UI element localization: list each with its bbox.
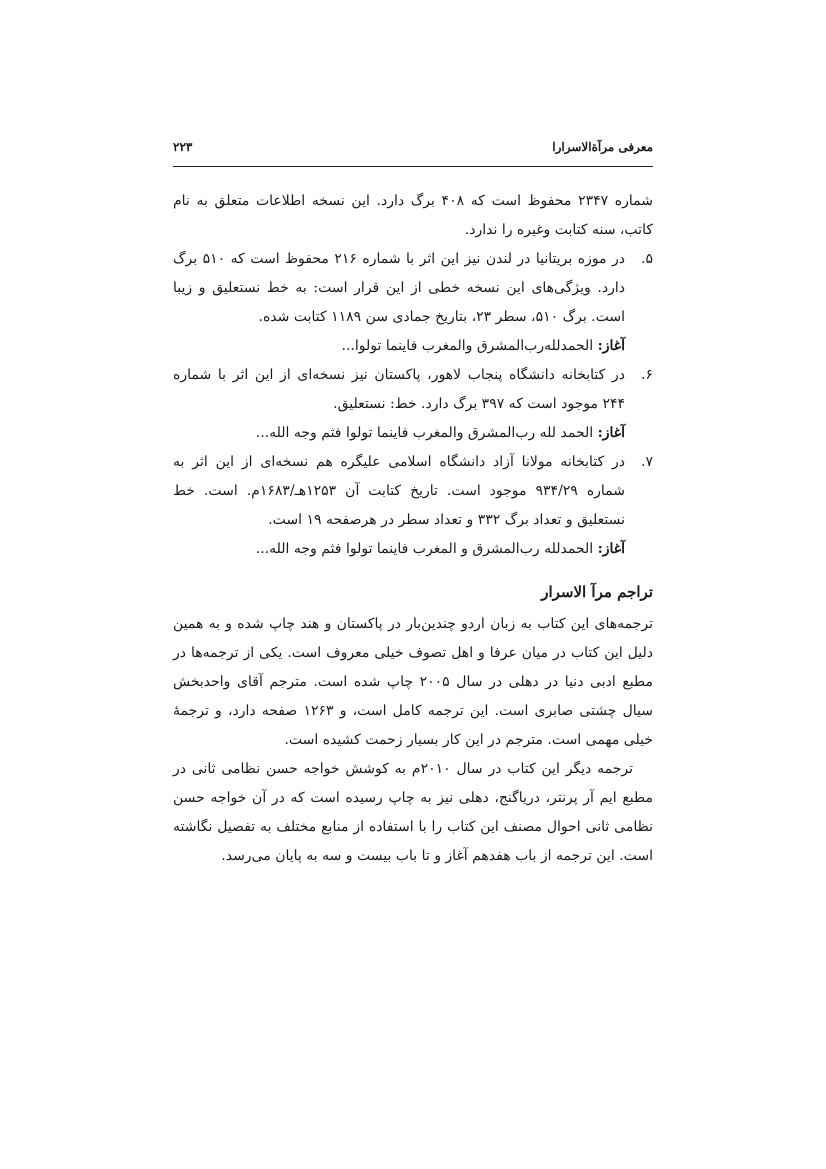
manuscript-continuation: شماره ۲۳۴۷ محفوظ است که ۴۰۸ برگ دارد. این نسخه اطلاعات متعلق به نام کاتب، سنه کتابت وغیره را ندارد.	[173, 193, 653, 238]
item-incipit	[173, 332, 625, 361]
item-text: در موزه بریتانیا در لندن نیز این اثر با شماره ۲۱۶ محفوظ است که ۵۱۰ برگ دارد. ویژگی‌های این نسخه خطی از این قرار است: به خط نستعلیق و زیبا است. برگ ۵۱۰، سطر ۲۳، بتاریخ جمادی سن ۱۱۸۹ کتابت شده.	[173, 251, 626, 325]
incipit-label: آغاز:	[597, 425, 625, 441]
running-title: معرفی مرآةالاسرارا	[552, 140, 653, 154]
item-incipit	[173, 419, 625, 448]
page-number: ۲۲۳	[173, 140, 193, 154]
incipit-text: الحمدلله رب‌المشرق و المغرب فاینما تولوا فثم وجه الله...	[255, 541, 594, 557]
item-text: در کتابخانه دانشگاه پنجاب لاهور، پاکستان نیز نسخه‌ای از این اثر با شماره ۲۴۴ موجود است که ۳۹۷ برگ دارد. خط: نستعلیق.	[173, 367, 625, 412]
incipit-label: آغاز:	[597, 338, 625, 354]
page-body	[173, 187, 653, 871]
book-page	[173, 140, 653, 871]
item-text: در کتابخانه مولانا آزاد دانشگاه اسلامی علیگره هم نسخه‌ای از این اثر به شماره ۹۳۴/۲۹ موجود است. تاریخ کتابت آن ۱۲۵۳هـ/۱۶۸۳م. است. خط نستعلیق و تعداد برگ ۳۳۲ و تعداد سطر در هرصفحه ۱۹ است.	[173, 454, 626, 528]
manuscript-item-6	[173, 361, 653, 448]
manuscript-item-5	[173, 245, 653, 361]
item-number: ۷.	[641, 454, 653, 470]
translation-paragraph-2: ترجمه دیگر این کتاب در سال ۲۰۱۰م به کوشش خواجه حسن نظامی ثانی در مطبع ایم آر پرنتر، دریاگنج، دهلی نیز به چاپ رسیده است که در آن خواجه حسن نظامی ثانی احوال مصنف این کتاب را با استفاده از منابع مختلف به تفصیل نگاشته است. این ترجمه از باب هفدهم آغاز و تا باب بیست و سه به پایان می‌رسد.	[173, 761, 653, 864]
item-number: ۵.	[641, 251, 653, 267]
item-number: ۶.	[641, 367, 653, 383]
translation-paragraph-1: ترجمه‌های این کتاب به زبان اردو چندین‌بار در پاکستان و هند چاپ شده و به همین دلیل این کتاب در میان عرفا و اهل تصوف خیلی معروف است. یکی از ترجمه‌ها در مطبع ادبی دنیا در دهلی در سال ۲۰۰۵ چاپ شده است. مترجم آقای واحدبخش سیال چشتی صابری است. این ترجمه کامل است، و ۱۲۶۳ صفحه دارد، و ترجمهٔ خیلی مهمی است. مترجم در این کار بسیار زحمت کشیده است.	[173, 616, 653, 748]
incipit-text: الحمد لله رب‌المشرق والمغرب فاینما تولوا فثم وجه الله...	[255, 425, 594, 441]
incipit-text: الحمدلله‌رب‌المشرق والمغرب فاینما تولوا...	[341, 338, 594, 354]
manuscript-item-7	[173, 448, 653, 564]
section-heading: تراجم مرآ الاسرار	[541, 583, 653, 601]
running-header	[173, 140, 653, 167]
incipit-label: آغاز:	[597, 541, 625, 557]
item-incipit	[173, 535, 625, 564]
